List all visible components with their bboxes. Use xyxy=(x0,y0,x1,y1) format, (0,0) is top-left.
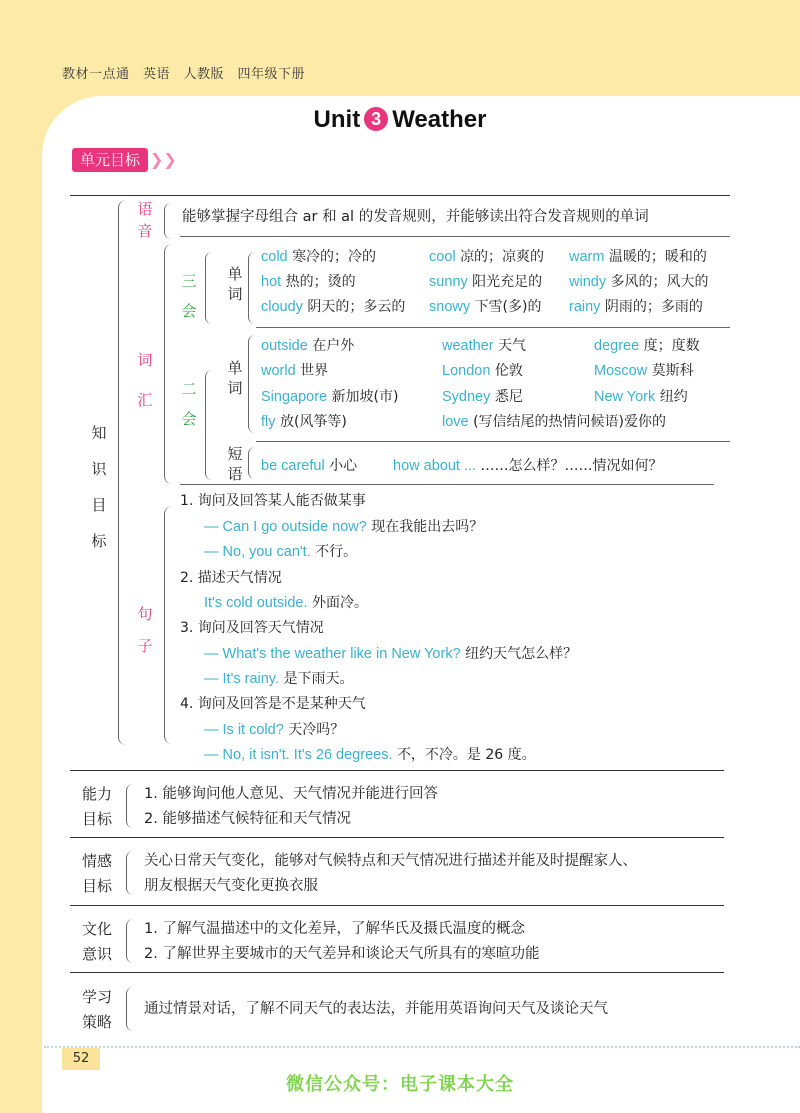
label-char: 词 xyxy=(227,285,243,303)
vocab-item xyxy=(569,296,703,316)
running-header: 教材一点通 英语 人教版 四年级下册 xyxy=(62,67,306,82)
sentence-title: 4. 询问及回答是不是某种天气 xyxy=(180,696,366,712)
word-en: weather xyxy=(442,338,494,354)
section-rule xyxy=(70,837,724,838)
goal-item: 1. 了解气温描述中的文化差异，了解华氏及摄氏温度的概念 xyxy=(144,921,525,937)
ability-brace xyxy=(126,784,133,828)
phrase-cn: 小心 xyxy=(329,458,358,474)
sentence-label xyxy=(136,598,154,662)
phrase-en: be careful xyxy=(261,458,325,474)
phrase-label xyxy=(226,444,244,484)
phrase-cn: ……怎么样？……情况如何？ xyxy=(480,458,663,474)
label-char: 音 xyxy=(137,222,153,240)
vocab-item xyxy=(261,335,354,355)
vocab-item xyxy=(261,411,347,431)
label-char: 单 xyxy=(227,359,243,377)
word-en: windy xyxy=(569,274,607,290)
word-cn: 在户外 xyxy=(312,338,355,354)
word-cn: 度；度数 xyxy=(643,338,700,354)
ability-goal-label xyxy=(82,782,112,832)
word-cn: 阴天的；多云的 xyxy=(307,299,406,315)
divider xyxy=(180,236,730,237)
word-cn: 莫斯科 xyxy=(651,363,694,379)
sentence-en: — Can I go outside now? xyxy=(204,519,367,535)
vocab-item xyxy=(442,411,666,431)
strategy-brace xyxy=(126,987,133,1031)
word-label xyxy=(226,358,244,398)
phrase-item xyxy=(393,455,662,475)
phonics-label xyxy=(136,198,154,242)
vocab-item xyxy=(442,386,523,406)
phrase-brace xyxy=(248,447,255,479)
phrase-item xyxy=(261,455,357,475)
label-line: 能力 xyxy=(82,785,113,803)
word-en: Sydney xyxy=(442,389,491,405)
word-cn: 悉尼 xyxy=(494,389,523,405)
label-line: 策略 xyxy=(82,1013,113,1031)
word-en: Moscow xyxy=(594,363,648,379)
sentence-en: — No, it isn't. It's 26 degrees. xyxy=(204,747,393,763)
vocab-brace xyxy=(164,244,173,484)
word-cn: 寒冷的；冷的 xyxy=(292,249,377,265)
label-line: 意识 xyxy=(82,945,113,963)
sentence-en: — No, you can't. xyxy=(204,544,311,560)
label-char: 短 xyxy=(227,445,243,463)
sentence-brace xyxy=(164,506,173,744)
vocab-item xyxy=(261,271,356,291)
word-label xyxy=(226,264,244,304)
three-skills-label xyxy=(180,266,198,326)
label-line: 情感 xyxy=(82,852,113,870)
sentence-title: 3. 询问及回答天气情况 xyxy=(180,620,324,636)
word-en: outside xyxy=(261,338,308,354)
chevron-right-icon: ❯❯ xyxy=(150,150,177,169)
learning-strategy-label xyxy=(82,985,112,1035)
two-skills-brace xyxy=(205,370,212,480)
word-brace xyxy=(248,335,255,433)
word-en: love xyxy=(442,414,469,430)
sentence-example xyxy=(204,643,577,663)
sentence-example xyxy=(204,516,483,536)
sentence-en: — What's the weather like in New York? xyxy=(204,646,461,662)
unit-title xyxy=(0,106,800,134)
sentence-en: — Is it cold? xyxy=(204,722,284,738)
word-en: fly xyxy=(261,414,276,430)
vocab-item xyxy=(261,246,376,266)
label-char: 目 xyxy=(91,496,107,514)
sentence-cn: 不，不冷。是 26 度。 xyxy=(396,747,536,763)
word-en: world xyxy=(261,363,296,379)
sentence-title: 1. 询问及回答某人能否做某事 xyxy=(180,493,366,509)
label-char: 语 xyxy=(137,200,153,218)
label-char: 单 xyxy=(227,265,243,283)
sentence-cn: 不行。 xyxy=(315,544,358,560)
word-en: cool xyxy=(429,249,456,265)
knowledge-goal-label xyxy=(90,418,108,556)
vocab-item xyxy=(429,246,544,266)
divider xyxy=(256,327,730,328)
label-char: 会 xyxy=(181,302,197,320)
word-en: degree xyxy=(594,338,640,354)
sentence-en: — It's rainy. xyxy=(204,671,280,687)
unit-prefix: Unit xyxy=(313,106,361,133)
sentence-cn: 外面冷。 xyxy=(311,595,368,611)
vocab-item xyxy=(594,386,688,406)
word-en: London xyxy=(442,363,491,379)
label-line: 目标 xyxy=(82,877,113,895)
sentence-example xyxy=(204,592,368,612)
word-en: hot xyxy=(261,274,282,290)
culture-brace xyxy=(126,919,133,963)
vocab-item xyxy=(429,271,542,291)
label-char: 词 xyxy=(137,351,153,369)
word-cn: 伦敦 xyxy=(494,363,523,379)
vocab-item xyxy=(261,386,399,406)
knowledge-brace xyxy=(118,200,127,745)
label-line: 文化 xyxy=(82,920,113,938)
phonics-description: 能够掌握字母组合 ar 和 al 的发音规则，并能够读出符合发音规则的单词 xyxy=(182,209,649,225)
goal-item: 2. 了解世界主要城市的天气差异和谈论天气所具有的寒暄功能 xyxy=(144,946,540,962)
section-rule xyxy=(70,770,724,771)
goal-item: 1. 能够询问他人意见、天气情况并能进行回答 xyxy=(144,786,438,802)
label-char: 知 xyxy=(91,424,107,442)
vocab-item xyxy=(442,360,523,380)
section-label: 单元目标 xyxy=(72,148,148,172)
word-cn: 纽约 xyxy=(659,389,688,405)
emotion-goal-content xyxy=(144,849,637,899)
culture-awareness-label xyxy=(82,917,112,967)
vocab-item xyxy=(261,296,405,316)
word-en: rainy xyxy=(569,299,601,315)
word-cn: 阴雨的；多雨的 xyxy=(604,299,703,315)
two-skills-label xyxy=(180,374,198,434)
learning-strategy-content: 通过情景对话，了解不同天气的表达法，并能用英语询问天气及谈论天气 xyxy=(144,1001,608,1017)
label-char: 词 xyxy=(227,379,243,397)
three-skills-brace xyxy=(205,252,212,324)
phonics-brace xyxy=(164,203,171,239)
sentence-cn: 是下雨天。 xyxy=(283,671,354,687)
word-cn: 温暖的；暖和的 xyxy=(608,249,707,265)
word-cn: 天气 xyxy=(498,338,527,354)
word-cn: 世界 xyxy=(300,363,329,379)
word-en: warm xyxy=(569,249,605,265)
divider xyxy=(180,484,714,485)
word-cn: 放(风筝等) xyxy=(279,414,347,430)
word-en: sunny xyxy=(429,274,468,290)
vocab-item xyxy=(594,360,694,380)
emotion-goal-label xyxy=(82,849,112,899)
vocab-item xyxy=(429,296,542,316)
divider xyxy=(256,441,730,442)
sentence-en: It's cold outside. xyxy=(204,595,308,611)
label-char: 句 xyxy=(137,605,153,623)
word-cn: 下雪(多)的 xyxy=(474,299,542,315)
label-char: 标 xyxy=(91,532,107,550)
sentence-example xyxy=(204,719,344,739)
culture-awareness-content xyxy=(144,917,539,967)
vocab-item xyxy=(569,271,709,291)
emotion-brace xyxy=(126,851,133,895)
word-en: cold xyxy=(261,249,288,265)
page-number: 52 xyxy=(62,1048,100,1070)
vocab-label xyxy=(136,340,154,420)
label-char: 会 xyxy=(181,410,197,428)
goal-item: 关心日常天气变化，能够对气候特点和天气情况进行描述并能及时提醒家人、 xyxy=(144,853,637,869)
unit-number-badge: 3 xyxy=(364,107,388,131)
word-en: cloudy xyxy=(261,299,303,315)
section-rule xyxy=(70,905,724,906)
word-en: snowy xyxy=(429,299,471,315)
goal-item: 2. 能够描述气候特征和天气情况 xyxy=(144,811,351,827)
phrase-en: how about ... xyxy=(393,458,477,474)
label-char: 语 xyxy=(227,465,243,483)
word-en: New York xyxy=(594,389,656,405)
vocab-item xyxy=(569,246,707,266)
sentence-title: 2. 描述天气情况 xyxy=(180,570,282,586)
vocab-item xyxy=(442,335,526,355)
sentence-example xyxy=(204,744,536,764)
word-cn: 新加坡(市) xyxy=(331,389,399,405)
vocab-item xyxy=(594,335,700,355)
label-char: 汇 xyxy=(137,391,153,409)
goal-item: 朋友根据天气变化更换衣服 xyxy=(144,878,318,894)
footer-divider xyxy=(44,1046,800,1048)
word-cn: (写信结尾的热情问候语)爱你的 xyxy=(473,414,666,430)
section-rule xyxy=(70,972,724,973)
word-brace xyxy=(248,252,255,324)
sentence-cn: 纽约天气怎么样？ xyxy=(465,646,578,662)
word-en: Singapore xyxy=(261,389,328,405)
label-char: 三 xyxy=(181,272,197,290)
sentence-cn: 现在我能出去吗？ xyxy=(371,519,484,535)
label-line: 目标 xyxy=(82,810,113,828)
label-char: 二 xyxy=(181,380,197,398)
sentence-example xyxy=(204,541,357,561)
label-line: 学习 xyxy=(82,988,113,1006)
unit-name: Weather xyxy=(392,106,487,133)
ability-goal-content xyxy=(144,782,438,832)
word-cn: 凉的；凉爽的 xyxy=(460,249,545,265)
word-cn: 多风的；风大的 xyxy=(610,274,709,290)
table-top-rule xyxy=(70,195,730,196)
sentence-example xyxy=(204,668,353,688)
word-cn: 热的；烫的 xyxy=(285,274,356,290)
watermark: 微信公众号：电子课本大全 xyxy=(286,1074,514,1095)
vocab-item xyxy=(261,360,328,380)
label-char: 识 xyxy=(91,460,107,478)
word-cn: 阳光充足的 xyxy=(472,274,543,290)
label-char: 子 xyxy=(137,637,153,655)
sentence-cn: 天冷吗？ xyxy=(288,722,345,738)
